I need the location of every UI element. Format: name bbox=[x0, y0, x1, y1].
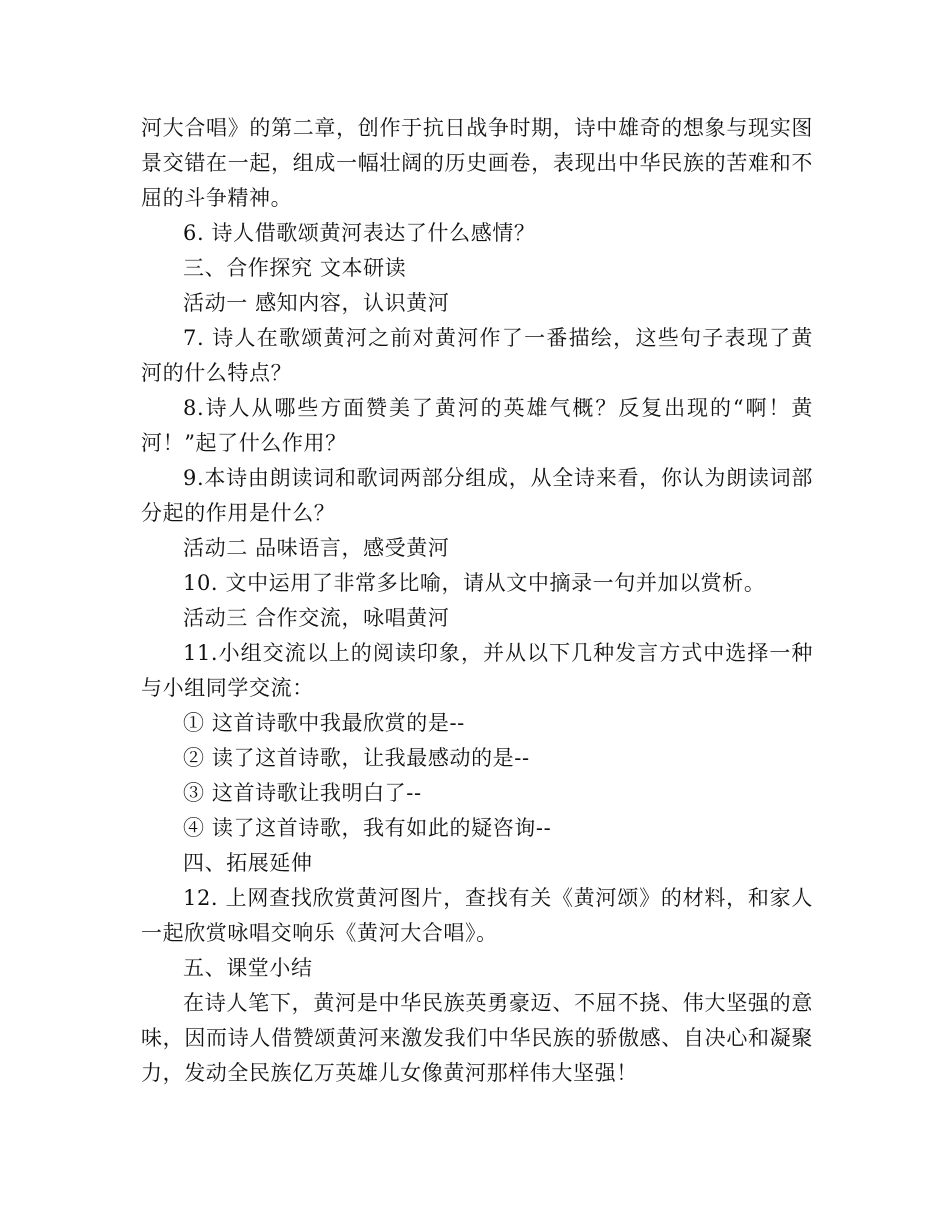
summary-paragraph: 在诗人笔下，黄河是中华民族英勇豪迈、不屈不挠、伟大坚强的意味，因而诗人借赞颂黄河来激发我们中华民族的骄傲感、自决心和凝聚力，发动全民族亿万英雄儿女像黄河那样伟大坚强！ bbox=[141, 991, 813, 1085]
question-7: 7. 诗人在歌颂黄河之前对黄河作了一番描绘，这些句子表现了黄河的什么特点？ bbox=[141, 326, 813, 385]
option-2: ② 读了这首诗歌，让我最感动的是-- bbox=[183, 746, 530, 770]
option-1: ① 这首诗歌中我最欣赏的是-- bbox=[183, 711, 465, 735]
question-11: 11.小组交流以上的阅读印象，并从以下几种发言方式中选择一种与小组同学交流： bbox=[141, 641, 813, 700]
question-10: 10. 文中运用了非常多比喻，请从文中摘录一句并加以赏析。 bbox=[183, 571, 766, 595]
activity-1-heading: 活动一 感知内容，认识黄河 bbox=[183, 291, 450, 315]
section-heading-3: 三、合作探究 文本研读 bbox=[183, 256, 407, 280]
paragraph-continuation: 河大合唱》的第二章，创作于抗日战争时期，诗中雄奇的想象与现实图景交错在一起，组成一幅壮阔的历史画卷，表现出中华民族的苦难和不屈的斗争精神。 bbox=[141, 116, 813, 210]
question-8: 8.诗人从哪些方面赞美了黄河的英雄气概？反复出现的“啊！黄河！”起了什么作用？ bbox=[141, 396, 813, 455]
section-heading-5: 五、课堂小结 bbox=[183, 956, 313, 980]
option-3: ③ 这首诗歌让我明白了-- bbox=[183, 781, 422, 805]
question-9: 9.本诗由朗读词和歌词两部分组成，从全诗来看，你认为朗读词部分起的作用是什么？ bbox=[141, 466, 813, 525]
section-heading-4: 四、拓展延伸 bbox=[183, 851, 313, 875]
option-4: ④ 读了这首诗歌，我有如此的疑咨询-- bbox=[183, 816, 552, 840]
activity-2-heading: 活动二 品味语言，感受黄河 bbox=[183, 536, 450, 560]
question-6: 6. 诗人借歌颂黄河表达了什么感情？ bbox=[183, 221, 536, 245]
document-body bbox=[141, 111, 813, 1091]
question-12: 12. 上网查找欣赏黄河图片，查找有关《黄河颂》的材料，和家人一起欣赏咏唱交响乐《黄河大合唱》。 bbox=[141, 886, 813, 945]
activity-3-heading: 活动三 合作交流，咏唱黄河 bbox=[183, 606, 450, 630]
